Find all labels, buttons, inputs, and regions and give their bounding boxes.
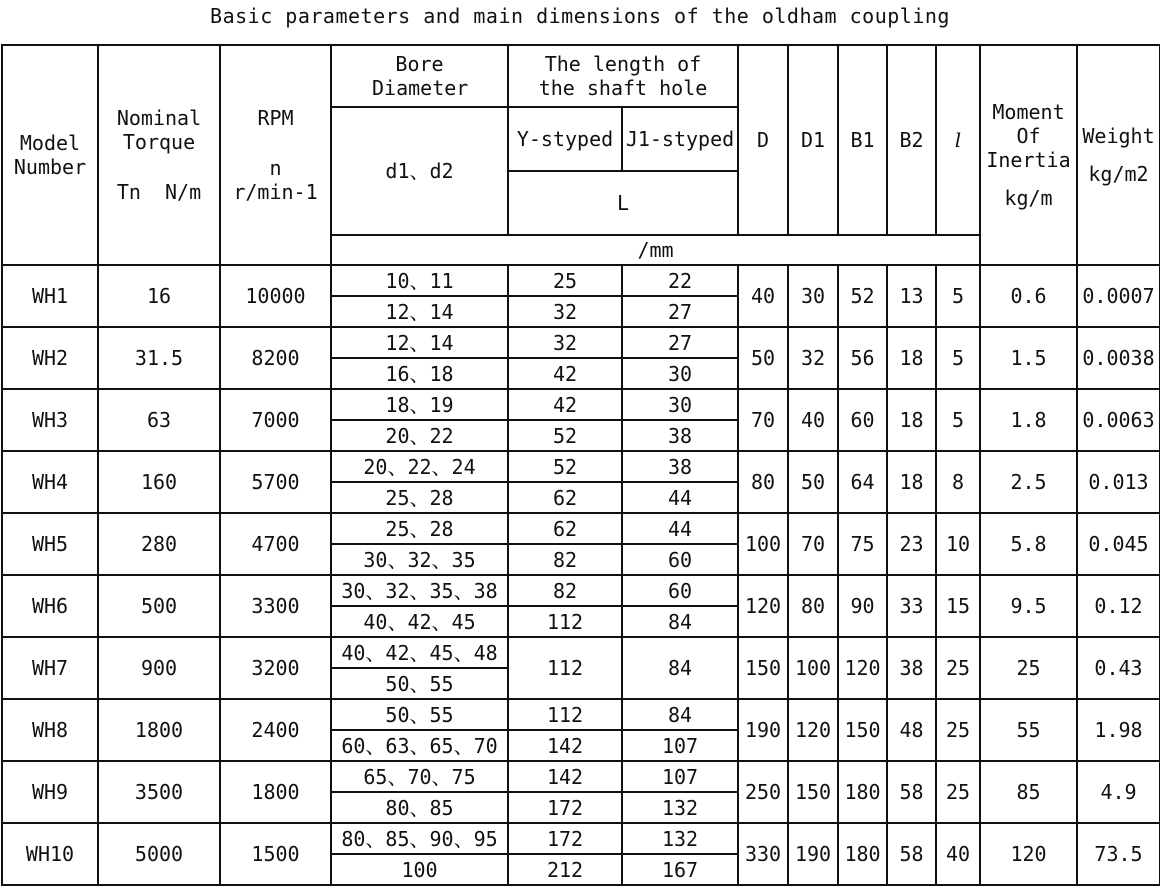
header-torque-label: Nominal Torque <box>116 106 202 154</box>
table-row <box>2 823 1160 854</box>
header-D: D <box>738 45 788 235</box>
weight-cell: 0.12 <box>1077 575 1160 637</box>
dimension-l-cell: 5 <box>936 327 980 389</box>
dimension-D1-cell: 150 <box>788 761 838 823</box>
bore-diameter-cell: 10、11 <box>331 265 508 296</box>
dimension-l-cell: 40 <box>936 823 980 885</box>
header-rpm-label: RPM <box>257 106 294 130</box>
bore-diameter-cell: 16、18 <box>331 358 508 389</box>
dimension-D1-cell: 120 <box>788 699 838 761</box>
dimension-l-cell: 8 <box>936 451 980 513</box>
table-row <box>2 327 1160 358</box>
bore-diameter-cell: 12、14 <box>331 327 508 358</box>
rpm-cell: 1800 <box>220 761 331 823</box>
dimension-B1-cell: 52 <box>838 265 887 327</box>
dimension-D1-cell: 30 <box>788 265 838 327</box>
model-number-cell: WH4 <box>2 451 98 513</box>
dimension-D-cell: 120 <box>738 575 788 637</box>
dimension-D1-cell: 190 <box>788 823 838 885</box>
dimension-D-cell: 100 <box>738 513 788 575</box>
model-number-cell: WH6 <box>2 575 98 637</box>
rpm-cell: 3300 <box>220 575 331 637</box>
weight-cell: 0.0063 <box>1077 389 1160 451</box>
y-length-cell: 212 <box>508 854 622 885</box>
j1-length-cell: 27 <box>622 327 738 358</box>
dimension-D1-cell: 40 <box>788 389 838 451</box>
bore-diameter-cell: 60、63、65、70 <box>331 730 508 761</box>
bore-diameter-cell: 50、55 <box>331 668 508 699</box>
header-length-symbol: L <box>508 171 738 235</box>
dimension-D-cell: 40 <box>738 265 788 327</box>
nominal-torque-cell: 160 <box>98 451 220 513</box>
table-row <box>2 451 1160 482</box>
nominal-torque-cell: 16 <box>98 265 220 327</box>
header-l: l <box>936 45 980 235</box>
header-B1: B1 <box>838 45 887 235</box>
header-rpm-unit: r/min-1 <box>233 180 318 204</box>
weight-cell: 4.9 <box>1077 761 1160 823</box>
j1-length-cell: 84 <box>622 606 738 637</box>
model-number-cell: WH2 <box>2 327 98 389</box>
table-row <box>2 389 1160 420</box>
dimension-B1-cell: 90 <box>838 575 887 637</box>
y-length-cell: 142 <box>508 730 622 761</box>
header-inertia-label: Moment Of Inertia <box>986 100 1071 172</box>
y-length-cell: 112 <box>508 637 622 699</box>
dimension-B1-cell: 180 <box>838 823 887 885</box>
header-y-type: Y-styped <box>508 107 622 171</box>
j1-length-cell: 60 <box>622 575 738 606</box>
weight-cell: 0.0007 <box>1077 265 1160 327</box>
nominal-torque-cell: 5000 <box>98 823 220 885</box>
nominal-torque-cell: 31.5 <box>98 327 220 389</box>
weight-cell: 0.013 <box>1077 451 1160 513</box>
dimension-l-cell: 5 <box>936 265 980 327</box>
rpm-cell: 5700 <box>220 451 331 513</box>
dimension-B1-cell: 120 <box>838 637 887 699</box>
j1-length-cell: 27 <box>622 296 738 327</box>
bore-diameter-cell: 18、19 <box>331 389 508 420</box>
header-bore-symbol: d1、d2 <box>331 107 508 235</box>
dimension-B2-cell: 33 <box>887 575 936 637</box>
bore-diameter-cell: 30、32、35 <box>331 544 508 575</box>
j1-length-cell: 107 <box>622 730 738 761</box>
table-row <box>2 575 1160 606</box>
weight-cell: 0.0038 <box>1077 327 1160 389</box>
dimension-B2-cell: 58 <box>887 823 936 885</box>
bore-diameter-cell: 30、32、35、38 <box>331 575 508 606</box>
bore-diameter-cell: 20、22、24 <box>331 451 508 482</box>
moment-of-inertia-cell: 9.5 <box>980 575 1077 637</box>
model-number-cell: WH1 <box>2 265 98 327</box>
moment-of-inertia-cell: 25 <box>980 637 1077 699</box>
header-torque-unit: Tn N/m <box>116 180 202 204</box>
y-length-cell: 142 <box>508 761 622 792</box>
dimension-D-cell: 80 <box>738 451 788 513</box>
dimension-D1-cell: 80 <box>788 575 838 637</box>
model-number-cell: WH10 <box>2 823 98 885</box>
y-length-cell: 62 <box>508 482 622 513</box>
bore-diameter-cell: 12、14 <box>331 296 508 327</box>
y-length-cell: 172 <box>508 792 622 823</box>
y-length-cell: 112 <box>508 699 622 730</box>
bore-diameter-cell: 80、85 <box>331 792 508 823</box>
model-number-cell: WH8 <box>2 699 98 761</box>
dimension-B2-cell: 58 <box>887 761 936 823</box>
model-number-cell: WH5 <box>2 513 98 575</box>
table-row <box>2 761 1160 792</box>
bore-diameter-cell: 25、28 <box>331 513 508 544</box>
moment-of-inertia-cell: 0.6 <box>980 265 1077 327</box>
j1-length-cell: 60 <box>622 544 738 575</box>
j1-length-cell: 38 <box>622 420 738 451</box>
bore-diameter-cell: 40、42、45 <box>331 606 508 637</box>
moment-of-inertia-cell: 55 <box>980 699 1077 761</box>
dimension-l-cell: 10 <box>936 513 980 575</box>
dimension-B1-cell: 56 <box>838 327 887 389</box>
y-length-cell: 52 <box>508 451 622 482</box>
y-length-cell: 62 <box>508 513 622 544</box>
rpm-cell: 7000 <box>220 389 331 451</box>
dimension-D-cell: 250 <box>738 761 788 823</box>
moment-of-inertia-cell: 85 <box>980 761 1077 823</box>
dimension-l-cell: 25 <box>936 699 980 761</box>
dimension-B1-cell: 150 <box>838 699 887 761</box>
header-unit-mm: /mm <box>331 235 980 265</box>
bore-diameter-cell: 100 <box>331 854 508 885</box>
table-row <box>2 265 1160 296</box>
coupling-spec-table <box>1 44 1160 886</box>
dimension-B1-cell: 64 <box>838 451 887 513</box>
bore-diameter-cell: 20、22 <box>331 420 508 451</box>
model-number-cell: WH7 <box>2 637 98 699</box>
dimension-D-cell: 50 <box>738 327 788 389</box>
j1-length-cell: 84 <box>622 699 738 730</box>
dimension-B2-cell: 18 <box>887 389 936 451</box>
moment-of-inertia-cell: 120 <box>980 823 1077 885</box>
weight-cell: 73.5 <box>1077 823 1160 885</box>
weight-cell: 0.43 <box>1077 637 1160 699</box>
nominal-torque-cell: 280 <box>98 513 220 575</box>
y-length-cell: 42 <box>508 358 622 389</box>
y-length-cell: 112 <box>508 606 622 637</box>
dimension-D1-cell: 70 <box>788 513 838 575</box>
rpm-cell: 4700 <box>220 513 331 575</box>
header-weight-unit: kg/m2 <box>1088 162 1149 186</box>
j1-length-cell: 38 <box>622 451 738 482</box>
table-title: Basic parameters and main dimensions of the oldham coupling <box>210 4 950 28</box>
y-length-cell: 42 <box>508 389 622 420</box>
bore-diameter-cell: 80、85、90、95 <box>331 823 508 854</box>
j1-length-cell: 132 <box>622 823 738 854</box>
dimension-B2-cell: 13 <box>887 265 936 327</box>
dimension-B1-cell: 180 <box>838 761 887 823</box>
header-inertia-unit: kg/m <box>1004 186 1053 210</box>
header-moment-of-inertia <box>980 45 1077 265</box>
table-row <box>2 637 1160 668</box>
dimension-D1-cell: 32 <box>788 327 838 389</box>
dimension-l-cell: 25 <box>936 637 980 699</box>
y-length-cell: 25 <box>508 265 622 296</box>
table-row <box>2 513 1160 544</box>
header-shaft-hole-length: The length of the shaft hole <box>508 45 738 107</box>
rpm-cell: 3200 <box>220 637 331 699</box>
header-D1: D1 <box>788 45 838 235</box>
dimension-B1-cell: 60 <box>838 389 887 451</box>
dimension-D-cell: 330 <box>738 823 788 885</box>
header-weight-label: Weight <box>1082 124 1155 148</box>
y-length-cell: 172 <box>508 823 622 854</box>
model-number-cell: WH9 <box>2 761 98 823</box>
dimension-B1-cell: 75 <box>838 513 887 575</box>
moment-of-inertia-cell: 2.5 <box>980 451 1077 513</box>
header-rpm-symbol: n <box>269 156 282 180</box>
dimension-l-cell: 15 <box>936 575 980 637</box>
j1-length-cell: 167 <box>622 854 738 885</box>
header-B2: B2 <box>887 45 936 235</box>
y-length-cell: 32 <box>508 296 622 327</box>
j1-length-cell: 30 <box>622 358 738 389</box>
moment-of-inertia-cell: 1.5 <box>980 327 1077 389</box>
bore-diameter-cell: 25、28 <box>331 482 508 513</box>
j1-length-cell: 132 <box>622 792 738 823</box>
dimension-D1-cell: 50 <box>788 451 838 513</box>
rpm-cell: 8200 <box>220 327 331 389</box>
y-length-cell: 82 <box>508 575 622 606</box>
header-nominal-torque <box>98 45 220 265</box>
j1-length-cell: 30 <box>622 389 738 420</box>
dimension-D-cell: 190 <box>738 699 788 761</box>
y-length-cell: 82 <box>508 544 622 575</box>
header-weight <box>1077 45 1160 265</box>
nominal-torque-cell: 3500 <box>98 761 220 823</box>
dimension-B2-cell: 18 <box>887 451 936 513</box>
j1-length-cell: 107 <box>622 761 738 792</box>
dimension-D-cell: 70 <box>738 389 788 451</box>
nominal-torque-cell: 63 <box>98 389 220 451</box>
bore-diameter-cell: 40、42、45、48 <box>331 637 508 668</box>
bore-diameter-cell: 65、70、75 <box>331 761 508 792</box>
header-rpm <box>220 45 331 265</box>
moment-of-inertia-cell: 5.8 <box>980 513 1077 575</box>
nominal-torque-cell: 500 <box>98 575 220 637</box>
header-bore-diameter: Bore Diameter <box>331 45 508 107</box>
nominal-torque-cell: 1800 <box>98 699 220 761</box>
dimension-B2-cell: 18 <box>887 327 936 389</box>
rpm-cell: 10000 <box>220 265 331 327</box>
header-model-number: Model Number <box>2 45 98 265</box>
bore-diameter-cell: 50、55 <box>331 699 508 730</box>
dimension-B2-cell: 23 <box>887 513 936 575</box>
nominal-torque-cell: 900 <box>98 637 220 699</box>
dimension-B2-cell: 38 <box>887 637 936 699</box>
rpm-cell: 1500 <box>220 823 331 885</box>
weight-cell: 1.98 <box>1077 699 1160 761</box>
rpm-cell: 2400 <box>220 699 331 761</box>
moment-of-inertia-cell: 1.8 <box>980 389 1077 451</box>
y-length-cell: 32 <box>508 327 622 358</box>
j1-length-cell: 44 <box>622 482 738 513</box>
j1-length-cell: 44 <box>622 513 738 544</box>
weight-cell: 0.045 <box>1077 513 1160 575</box>
j1-length-cell: 22 <box>622 265 738 296</box>
model-number-cell: WH3 <box>2 389 98 451</box>
dimension-B2-cell: 48 <box>887 699 936 761</box>
dimension-l-cell: 25 <box>936 761 980 823</box>
dimension-D1-cell: 100 <box>788 637 838 699</box>
dimension-D-cell: 150 <box>738 637 788 699</box>
header-j1-type: J1-styped <box>622 107 738 171</box>
table-row <box>2 699 1160 730</box>
j1-length-cell: 84 <box>622 637 738 699</box>
y-length-cell: 52 <box>508 420 622 451</box>
dimension-l-cell: 5 <box>936 389 980 451</box>
